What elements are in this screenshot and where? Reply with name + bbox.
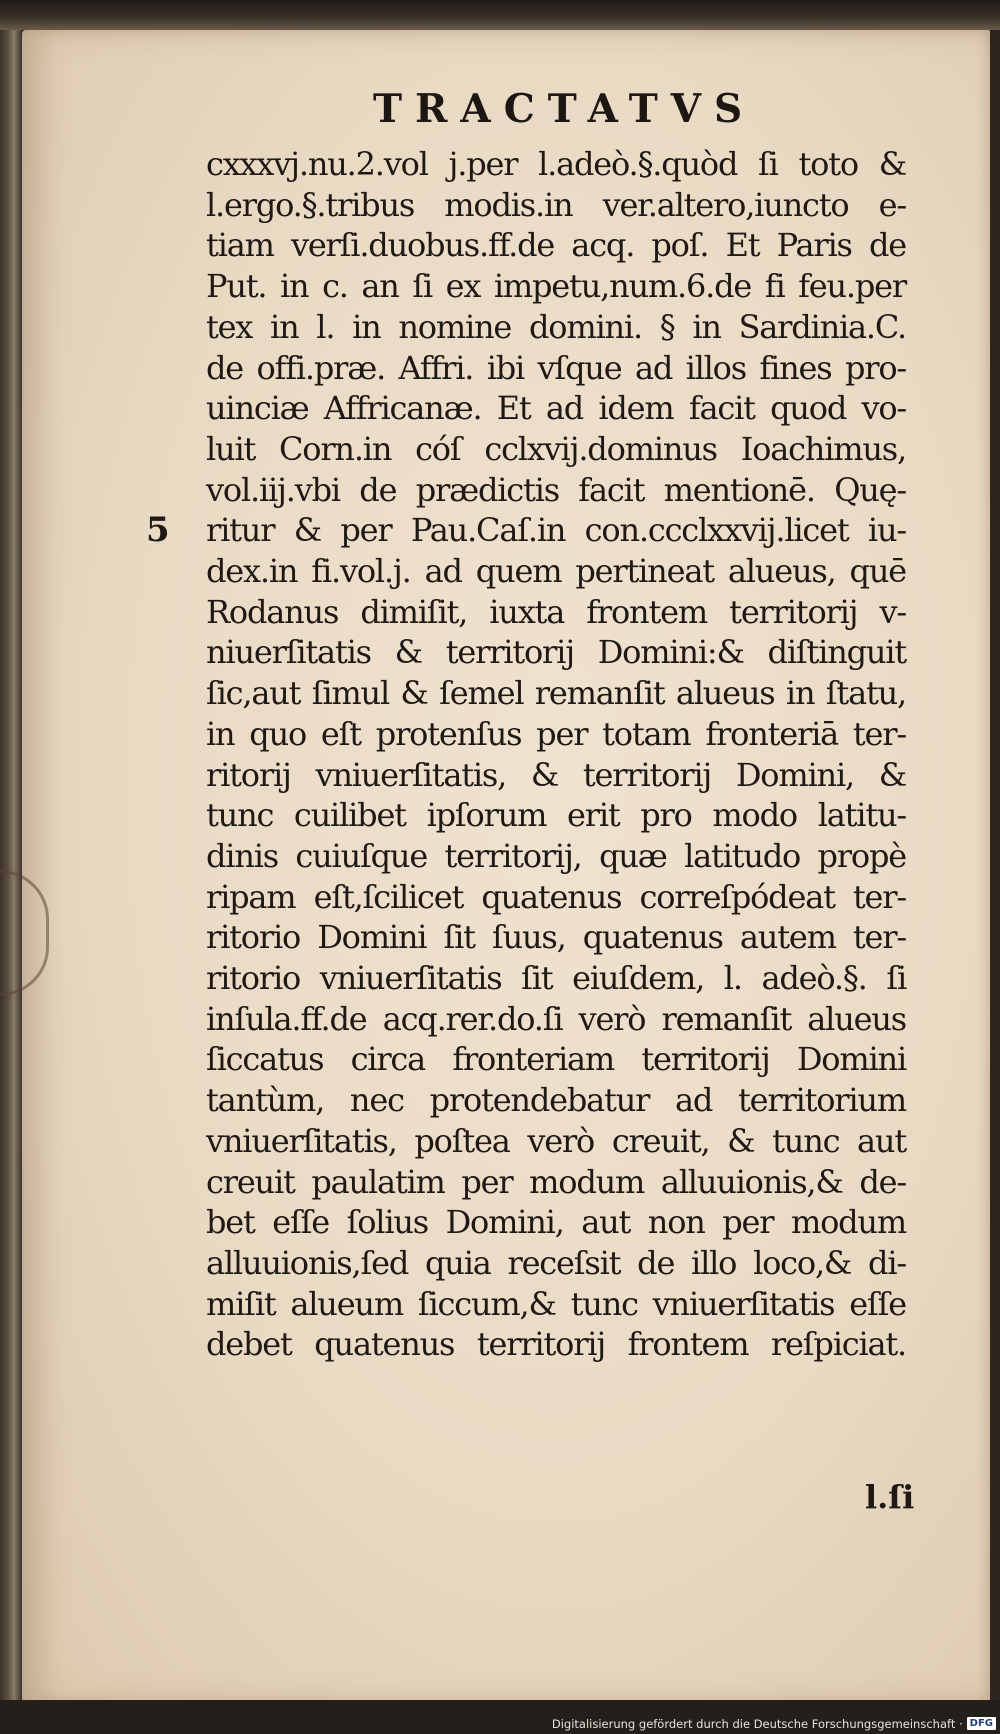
text-line: uinciæ Affricanæ. Et ad idem facit quod vo-: [206, 389, 906, 428]
text-line: vol.iij.vbi de prædictis facit mentionē. Quę-: [206, 470, 906, 509]
text-line: creuit paulatim per modum alluuionis,& de-: [206, 1162, 906, 1201]
text-line: ritorio vniuerſitatis ſit eiuſdem, l. adeò.§. ſi: [206, 959, 906, 998]
text-line: alluuionis,ſed quia receſsit de illo loco,& di-: [206, 1243, 906, 1282]
text-line: de offi.præ. Affri. ibi vſque ad illos fines pro-: [206, 348, 906, 387]
text-line: cxxxvj.nu.2.vol j.per l.adeò.§.quòd ſi toto &: [206, 145, 906, 183]
text-line: niuerſitatis & territorij Domini:& diſtinguit: [206, 633, 906, 672]
text-line: miſit alueum ſiccum,& tunc vniuerſitatis eſſe: [206, 1284, 906, 1323]
body-text: [206, 144, 906, 1365]
text-line: Rodanus dimiſit, iuxta frontem territorij v-: [206, 592, 906, 631]
marginal-number: 5: [146, 510, 170, 550]
dfg-logo-icon: DFG: [967, 1717, 996, 1730]
text-line: tiam verſi.duobus.ff.de acq. poſ. Et Paris de: [206, 226, 906, 265]
text-line: tantùm, nec protendebatur ad territorium: [206, 1081, 906, 1120]
text-line: Put. in c. an ſi ex impetu,num.6.de fi feu.per: [206, 267, 906, 306]
running-head: TRACTATVS: [373, 86, 756, 132]
text-line: vniuerſitatis, poſtea verò creuit, & tunc aut: [206, 1121, 906, 1160]
text-line: ritorij vniuerſitatis, & territorij Domini, &: [206, 755, 906, 794]
text-line: tex in l. in nomine domini. § in Sardinia.C.: [206, 307, 906, 346]
digitization-footer: [0, 1713, 1000, 1734]
text-line: l.ergo.§.tribus modis.in ver.altero,iuncto e-: [206, 185, 906, 224]
footer-credit: Digitalisierung gefördert durch die Deutsche Forschungsgemeinschaft ·: [551, 1716, 963, 1731]
text-line: ripam eſt,ſcilicet quatenus correſpódeat ter-: [206, 877, 906, 916]
text-line: luit Corn.in cóſ cclxvij.dominus Ioachimus,: [206, 429, 906, 468]
top-book-edge: [0, 0, 1000, 30]
text-line: dex.in fi.vol.j. ad quem pertineat alueus, quē: [206, 552, 906, 591]
text-line: ritorio Domini ſit ſuus, quatenus autem ter-: [206, 918, 906, 957]
text-line: in quo eſt protenſus per totam fronteriā ter-: [206, 714, 906, 753]
text-line: debet quatenus territorij frontem reſpiciat.: [206, 1325, 906, 1364]
text-line: ritur & per Pau.Caſ.in con.ccclxxvij.licet iu-: [206, 511, 906, 550]
catchword: l.ſi: [865, 1478, 915, 1516]
text-line: tunc cuilibet ipſorum erit pro modo latitu-: [206, 796, 906, 835]
text-line: inſula.ff.de acq.rer.do.ſi verò remanſit alueus: [206, 999, 906, 1038]
text-line: ſiccatus circa fronteriam territorij Domini: [206, 1040, 906, 1079]
text-line: bet eſſe ſolius Domini, aut non per modum: [206, 1203, 906, 1242]
text-line: dinis cuiuſque territorij, quæ latitudo propè: [206, 836, 906, 875]
text-line: ſic,aut ſimul & ſemel remanſit alueus in ſtatu,: [206, 674, 906, 713]
